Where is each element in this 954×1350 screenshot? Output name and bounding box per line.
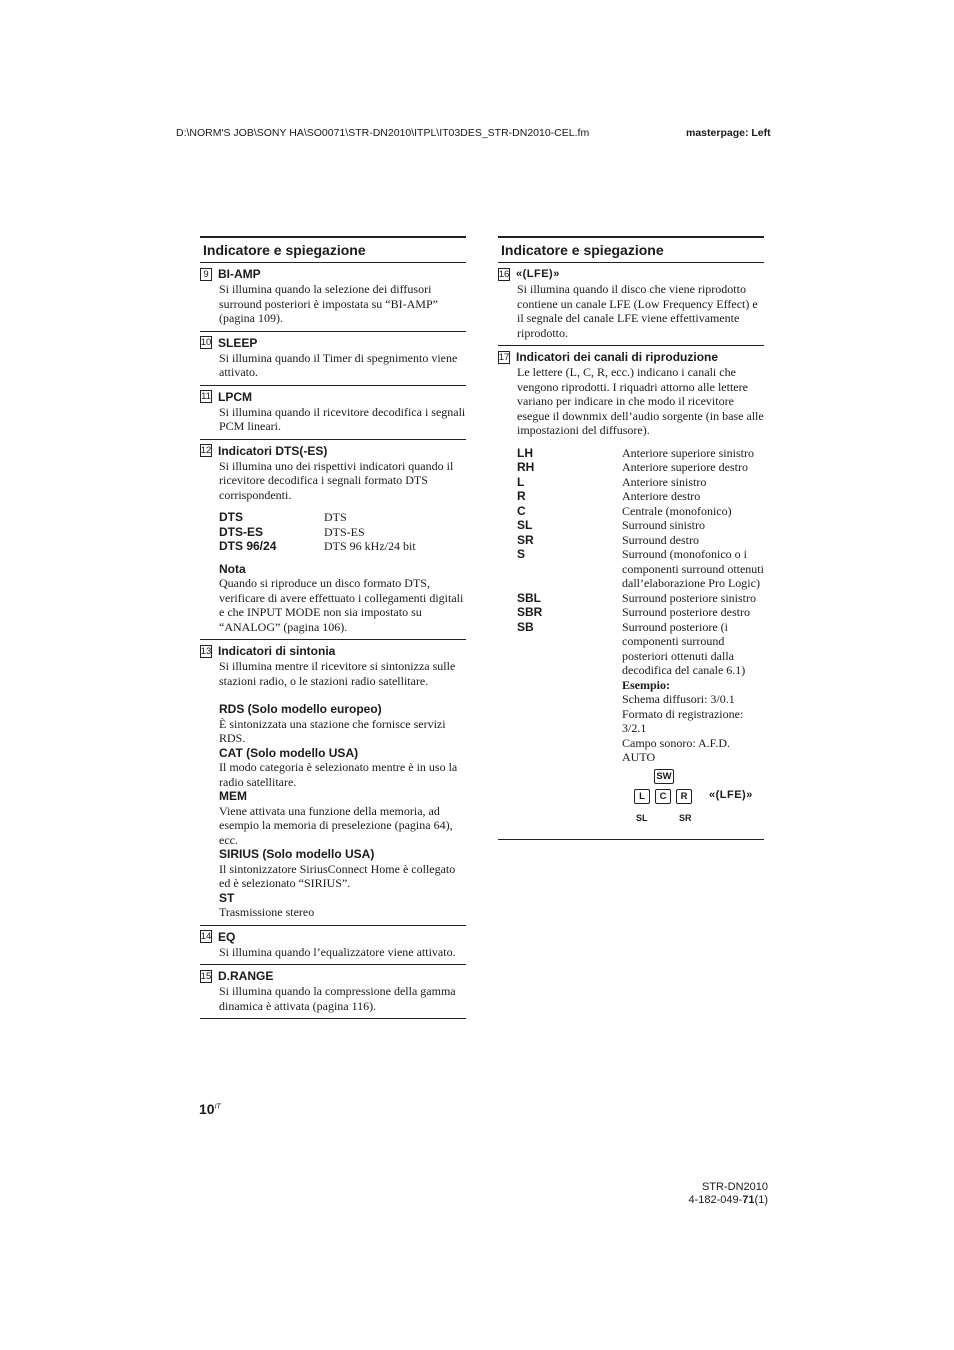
sw-speaker-icon: SW bbox=[654, 769, 674, 784]
sr-speaker-label: SR bbox=[679, 812, 692, 823]
dts-value: DTS 96 kHz/24 bit bbox=[324, 539, 416, 553]
page-number: $10^{IT}$ bbox=[199, 1101, 221, 1117]
entry-sleep bbox=[200, 332, 466, 386]
st-title: ST bbox=[219, 890, 235, 905]
entry-number: 16 bbox=[498, 268, 510, 280]
st-text: Trasmissione stereo bbox=[219, 905, 315, 919]
channel-key: SBL bbox=[517, 590, 541, 605]
left-column bbox=[200, 236, 466, 1019]
example-block bbox=[622, 678, 764, 765]
sirius-text: Il sintonizzatore SiriusConnect Home è collegato ed è selezionato “SIRIUS”. bbox=[219, 861, 456, 890]
channel-key: C bbox=[517, 503, 526, 518]
c-speaker-icon: C bbox=[655, 789, 671, 804]
lfe-indicator-icon: «(LFE)» bbox=[516, 268, 560, 280]
entry-title: Indicatori dei canali di riproduzione bbox=[516, 350, 719, 364]
footer-code: 4-182-049-71(1) bbox=[688, 1194, 768, 1206]
sirius-title: SIRIUS (Solo modello USA) bbox=[219, 847, 375, 861]
entry-number: 11 bbox=[201, 391, 211, 402]
channel-desc: Surround posteriore (i componenti surround posteriori ottenuti dalla decodifica del canale 6.1) bbox=[622, 619, 746, 677]
channel-desc: Anteriore destro bbox=[622, 489, 701, 503]
entry-number: 17 bbox=[498, 351, 510, 363]
dts-key: DTS-ES bbox=[219, 524, 264, 539]
dts-value: DTS bbox=[324, 510, 347, 524]
entry-description: Si illumina mentre il ricevitore si sintonizza sulle stazioni radio, o le stazioni radio satellitare. bbox=[219, 659, 456, 688]
entry-number: 15 bbox=[200, 970, 212, 982]
channel-desc: Anteriore superiore destro bbox=[622, 460, 748, 474]
dts-value: DTS-ES bbox=[324, 524, 365, 539]
entry-number: 12 bbox=[200, 445, 212, 456]
channel-desc: Centrale (monofonico) bbox=[622, 503, 732, 518]
channel-desc: Anteriore superiore sinistro bbox=[622, 445, 754, 460]
note-text: Quando si riproduce un disco formato DTS, verificare di avere effettuato i collegamenti digitali e che INPUT MODE non sia impostato su “ANALOG” (pagina 106). bbox=[219, 576, 464, 634]
example-line: Formato di registrazione: 3/2.1 bbox=[622, 706, 744, 735]
channel-key: LH bbox=[517, 445, 533, 460]
sl-speaker-label: SL bbox=[636, 812, 648, 823]
masterpage-label: masterpage: Left bbox=[686, 127, 771, 139]
entry-title: BI-AMP bbox=[218, 267, 261, 281]
dts-note bbox=[219, 562, 466, 635]
channel-key: RH bbox=[517, 460, 535, 474]
channel-desc: Surround posteriore destro bbox=[622, 605, 750, 619]
example-title: Esempio: bbox=[622, 677, 670, 692]
entry-channel-indicators bbox=[498, 346, 764, 840]
cat-text: Il modo categoria è selezionato mentre è in uso la radio satellitare. bbox=[219, 760, 458, 789]
note-title: Nota bbox=[219, 561, 246, 576]
tuning-sub-list bbox=[219, 702, 466, 920]
channel-key: S bbox=[517, 547, 526, 561]
entry-lfe bbox=[498, 263, 764, 346]
entry-description: Le lettere (L, C, R, ecc.) indicano i canali che vengono riprodotti. I riquadri attorno alle lettere variano per indicare in che modo il ricevitore esegue il downmix dell’audio sorgente (in base alle impostazioni del diffusore). bbox=[517, 365, 764, 437]
entry-title: Indicatori DTS(-ES) bbox=[218, 443, 328, 458]
entry-number: 10 bbox=[200, 337, 212, 348]
entry-description: Si illumina quando la compressione della gamma dinamica è attivata (pagina 116). bbox=[219, 984, 456, 1013]
left-column-heading: Indicatore e spiegazione bbox=[200, 236, 466, 263]
channel-desc: Surround destro bbox=[622, 532, 699, 547]
dts-key: DTS 96/24 bbox=[219, 539, 277, 553]
entry-description: Si illumina quando il ricevitore decodifica i segnali PCM lineari. bbox=[219, 404, 466, 433]
entry-title: EQ bbox=[218, 929, 236, 944]
entry-d-range bbox=[200, 965, 466, 1019]
entry-bi-amp bbox=[200, 263, 466, 332]
entry-description: Si illumina uno dei rispettivi indicatori quando il ricevitore decodifica i segnali formato DTS corrispondenti. bbox=[219, 458, 454, 502]
mem-text: Viene attivata una funzione della memoria, ad esempio la memoria di preselezione (pagina 64), ecc. bbox=[219, 803, 453, 847]
channel-key: SL bbox=[517, 518, 533, 532]
footer-model: STR-DN2010 bbox=[701, 1181, 768, 1193]
entry-number: 13 bbox=[200, 645, 212, 657]
entry-title: LPCM bbox=[218, 389, 252, 404]
entry-eq bbox=[200, 926, 466, 966]
channel-key: SBR bbox=[517, 605, 543, 619]
lfe-diagram-icon: «(LFE)» bbox=[709, 788, 753, 801]
entry-title: Indicatori di sintonia bbox=[218, 644, 336, 658]
channel-desc: Anteriore sinistro bbox=[622, 474, 707, 489]
channel-key: L bbox=[517, 474, 525, 489]
channel-key: R bbox=[517, 489, 526, 503]
rds-title: RDS (Solo modello europeo) bbox=[219, 702, 382, 716]
r-speaker-icon: R bbox=[676, 789, 692, 804]
right-column-heading: Indicatore e spiegazione bbox=[498, 236, 764, 263]
entry-title: SLEEP bbox=[218, 335, 258, 350]
footer-model-info bbox=[688, 1181, 768, 1207]
l-speaker-icon: L bbox=[634, 789, 650, 804]
entry-description: Si illumina quando il disco che viene riprodotto contiene un canale LFE (Low Frequency Effect) e il segnale del canale LFE viene effettivamente riprodotto. bbox=[517, 282, 758, 340]
channel-desc: Surround sinistro bbox=[622, 518, 706, 532]
entry-description: Si illumina quando il Timer di spegnimento viene attivato. bbox=[219, 350, 458, 379]
right-column bbox=[498, 236, 764, 840]
entry-dts bbox=[200, 440, 466, 641]
entry-description: Si illumina quando l’equalizzatore viene attivato. bbox=[219, 944, 456, 959]
example-line: Campo sonoro: A.F.D. AUTO bbox=[622, 735, 731, 764]
page-language: IT bbox=[214, 1103, 221, 1111]
rds-text: È sintonizzata una stazione che fornisce servizi RDS. bbox=[219, 716, 446, 745]
channel-desc: Surround (monofonico o i componenti surround ottenuti dall’elaborazione Pro Logic) bbox=[622, 547, 764, 590]
channel-table bbox=[517, 446, 764, 678]
entry-number: 9 bbox=[200, 268, 212, 281]
file-path-header: D:\NORM'S JOB\SONY HA\SO0071\STR-DN2010\ITPL\IT03DES_STR-DN2010-CEL.fm bbox=[176, 127, 590, 139]
dts-key: DTS bbox=[219, 510, 243, 524]
cat-title: CAT (Solo modello USA) bbox=[219, 745, 359, 760]
entry-tuning-indicators bbox=[200, 640, 466, 926]
entry-title: D.RANGE bbox=[218, 969, 274, 983]
speaker-diagram bbox=[498, 769, 764, 831]
entry-description: Si illumina quando la selezione dei diffusori surround posteriori è impostata su “BI-AMP” (pagina 109). bbox=[219, 282, 438, 325]
channel-key: SB bbox=[517, 619, 534, 634]
mem-title: MEM bbox=[219, 789, 247, 803]
example-line: Schema diffusori: 3/0.1 bbox=[622, 692, 735, 706]
entry-lpcm bbox=[200, 386, 466, 440]
channel-desc: Surround posteriore sinistro bbox=[622, 590, 756, 605]
dts-format-table bbox=[219, 510, 466, 554]
entry-number: 14 bbox=[200, 931, 212, 942]
channel-key: SR bbox=[517, 532, 534, 547]
